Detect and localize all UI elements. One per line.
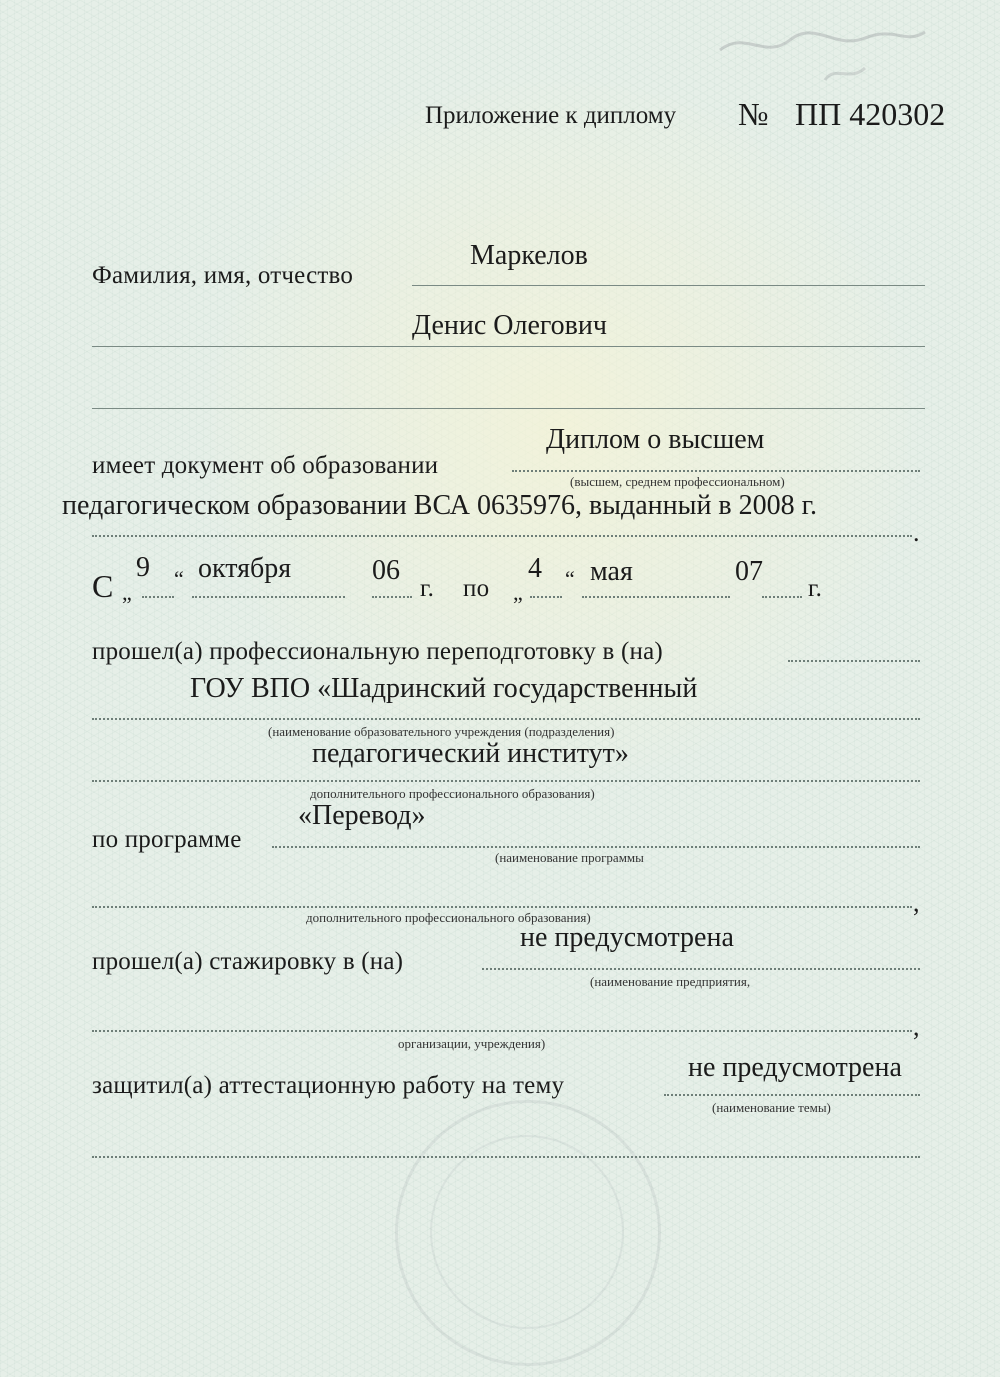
from-month-line (192, 596, 345, 598)
surname-value: Маркелов (470, 240, 588, 271)
faint-seal-inner-ring (430, 1135, 624, 1329)
thesis-line-2 (92, 1156, 920, 1158)
internship-value: не предусмотрена (520, 922, 734, 953)
to-day-open-quote: „ (513, 580, 523, 605)
name-line-3 (92, 408, 925, 409)
from-year-suffix: г. (420, 575, 435, 602)
institution-line-2 (92, 780, 920, 782)
to-month-line (582, 596, 730, 598)
institution-line-1 (92, 718, 920, 720)
education-document-line-1 (512, 470, 920, 472)
program-line-end: , (913, 888, 920, 917)
retraining-label: прошел(а) профессиональную переподготовку в (на) (92, 638, 663, 665)
institution-value-1: ГОУ ВПО «Шадринский государственный (190, 673, 698, 704)
thesis-value: не предусмотрена (688, 1052, 902, 1083)
to-day-value: 4 (528, 553, 542, 584)
to-day-close-quote: “ (565, 566, 575, 591)
internship-line-2 (92, 1030, 912, 1032)
internship-line-1 (482, 968, 920, 970)
diploma-number: ПП 420302 (795, 96, 946, 132)
period-to-word: по (463, 575, 490, 602)
to-day-line (530, 596, 562, 598)
education-document-label: имеет документ об образовании (92, 452, 439, 479)
program-line-1 (272, 846, 920, 848)
thesis-caption: (наименование темы) (712, 1100, 831, 1115)
from-year-value: 06 (372, 555, 400, 586)
from-day-open-quote: „ (122, 580, 132, 605)
institution-caption-1: (наименование образовательного учреждения (подразделения) (268, 724, 615, 739)
program-label: по программе (92, 826, 242, 853)
institution-value-2: педагогический институт» (312, 738, 629, 769)
retraining-line-0 (788, 660, 920, 662)
internship-caption-1: (наименование предприятия, (590, 974, 751, 989)
number-sign: № (738, 96, 769, 132)
period-from-letter: С (92, 568, 114, 604)
to-month-value: мая (590, 556, 633, 587)
internship-label: прошел(а) стажировку в (на) (92, 948, 404, 975)
name-line-2 (92, 346, 925, 347)
education-document-caption: (высшем, среднем профессиональном) (570, 474, 785, 489)
from-day-line (142, 596, 174, 598)
from-day-value: 9 (136, 552, 150, 583)
education-document-value-1: Диплом о высшем (546, 424, 765, 455)
to-year-value: 07 (735, 556, 763, 587)
thesis-line-1 (664, 1094, 920, 1096)
internship-line-end: , (913, 1012, 920, 1041)
education-document-line-2 (92, 535, 912, 537)
education-document-line-end: . (913, 518, 920, 547)
education-document-value-2: педагогическом образовании ВСА 0635976, выданный в 2008 г. (62, 490, 817, 521)
thesis-label: защитил(а) аттестационную работу на тему (92, 1072, 565, 1099)
header-title: Приложение к диплому (425, 102, 677, 129)
program-line-2 (92, 906, 912, 908)
program-caption-1: (наименование программы (495, 850, 644, 865)
program-caption-2: дополнительного профессионального образования) (306, 910, 591, 925)
given-names-value: Денис Олегович (412, 310, 607, 341)
from-month-value: октября (198, 553, 292, 584)
program-value: «Перевод» (298, 800, 426, 831)
internship-caption-2: организации, учреждения) (398, 1036, 546, 1051)
from-year-line (372, 596, 412, 598)
from-day-close-quote: “ (174, 566, 184, 591)
to-year-suffix: г. (808, 575, 823, 602)
name-line-1 (412, 285, 925, 286)
full-name-label: Фамилия, имя, отчество (92, 262, 354, 289)
institution-caption-2: дополнительного профессионального образования) (310, 786, 595, 801)
faint-signature-mark (715, 20, 935, 90)
to-year-line (762, 596, 802, 598)
